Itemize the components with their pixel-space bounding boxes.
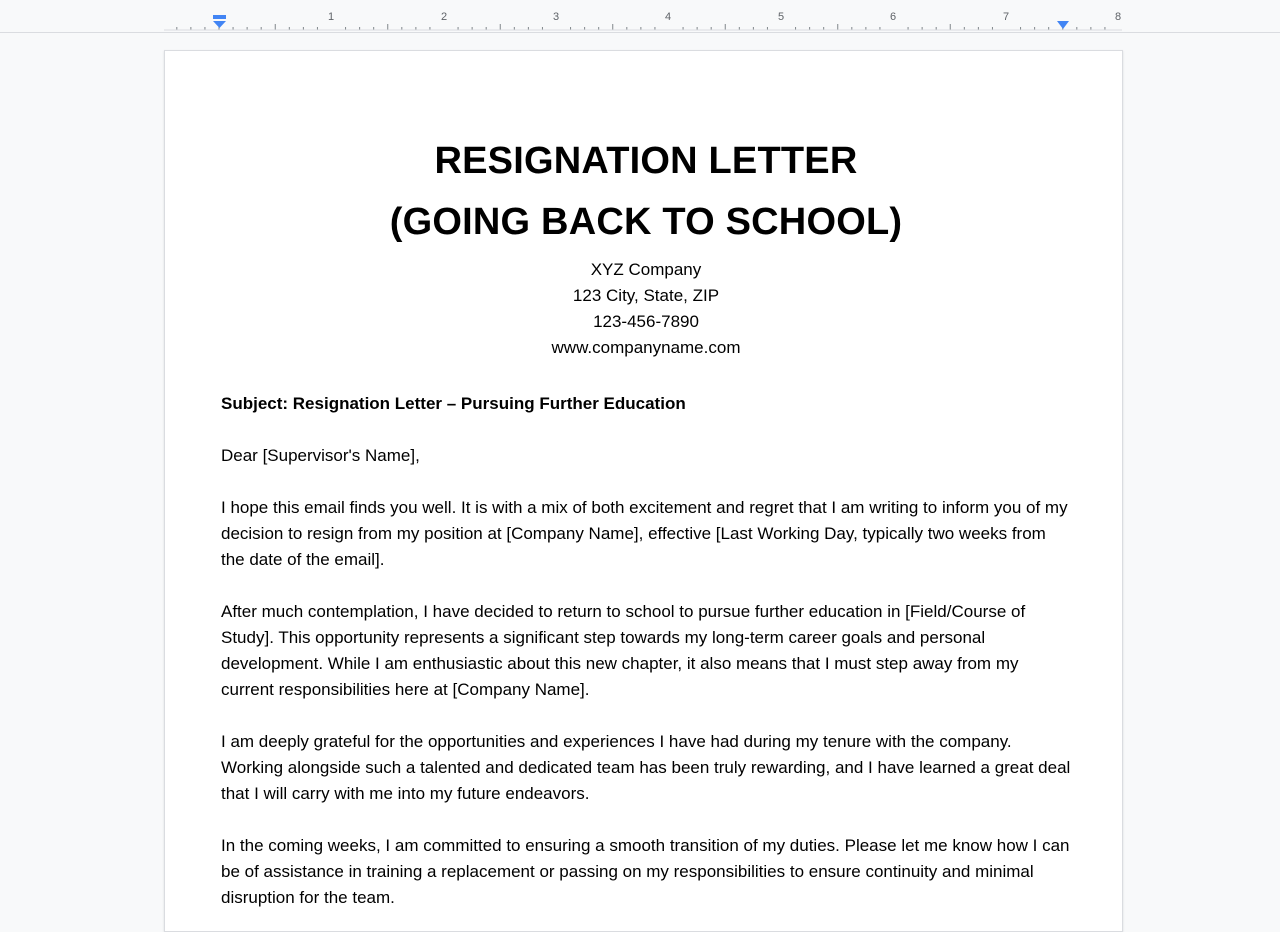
ruler-ticks xyxy=(0,0,1280,32)
ruler-number: 2 xyxy=(440,11,448,23)
ruler-number: 3 xyxy=(552,11,560,23)
body-paragraph: After much contemplation, I have decided to return to school to pursue further education in [Field/Course of Study]. This opportunity represents a significant step towards my long-term career goals and personal development. While I am enthusiastic about this new chapter, it also means that I must step away from my current responsibilities here at [Company Name]. xyxy=(221,602,1026,699)
document-title-line1: RESIGNATION LETTER xyxy=(434,140,858,182)
left-indent-marker-icon[interactable] xyxy=(212,15,228,29)
company-name: XYZ Company xyxy=(590,260,702,279)
company-address: 123 City, State, ZIP xyxy=(572,286,720,305)
company-website: www.companyname.com xyxy=(551,338,741,357)
ruler-number: 7 xyxy=(1002,11,1010,23)
ruler-number: 4 xyxy=(664,11,672,23)
document-body[interactable] xyxy=(221,131,1071,911)
ruler-number: 5 xyxy=(777,11,785,23)
subject-line: Subject: Resignation Letter – Pursuing Further Education xyxy=(221,394,686,413)
ruler-number: 8 xyxy=(1114,11,1122,23)
company-header xyxy=(221,257,1071,361)
document-title-line2: (GOING BACK TO SCHOOL) xyxy=(389,201,903,243)
ruler-number: 6 xyxy=(889,11,897,23)
body-paragraph: I am deeply grateful for the opportunities and experiences I have had during my tenure with the company. Working alongside such a talented and dedicated team has been truly rewarding, and I have learned a great deal that I will carry with me into my future endeavors. xyxy=(221,732,1071,803)
company-phone: 123-456-7890 xyxy=(593,312,699,331)
right-indent-marker-icon[interactable] xyxy=(1056,20,1070,30)
body-paragraph: In the coming weeks, I am committed to ensuring a smooth transition of my duties. Please let me know how I can be of assistance in training a replacement or passing on my responsibilities to ensure continuity and minimal disruption for the team. xyxy=(221,836,1070,907)
document-page[interactable] xyxy=(164,50,1123,932)
ruler-number: 1 xyxy=(327,11,335,23)
horizontal-ruler[interactable] xyxy=(0,0,1280,33)
salutation: Dear [Supervisor's Name], xyxy=(221,446,420,465)
body-paragraph: I hope this email finds you well. It is with a mix of both excitement and regret that I am writing to inform you of my decision to resign from my position at [Company Name], effective [Last Working Day, typically two weeks from the date of the email]. xyxy=(221,498,1068,569)
